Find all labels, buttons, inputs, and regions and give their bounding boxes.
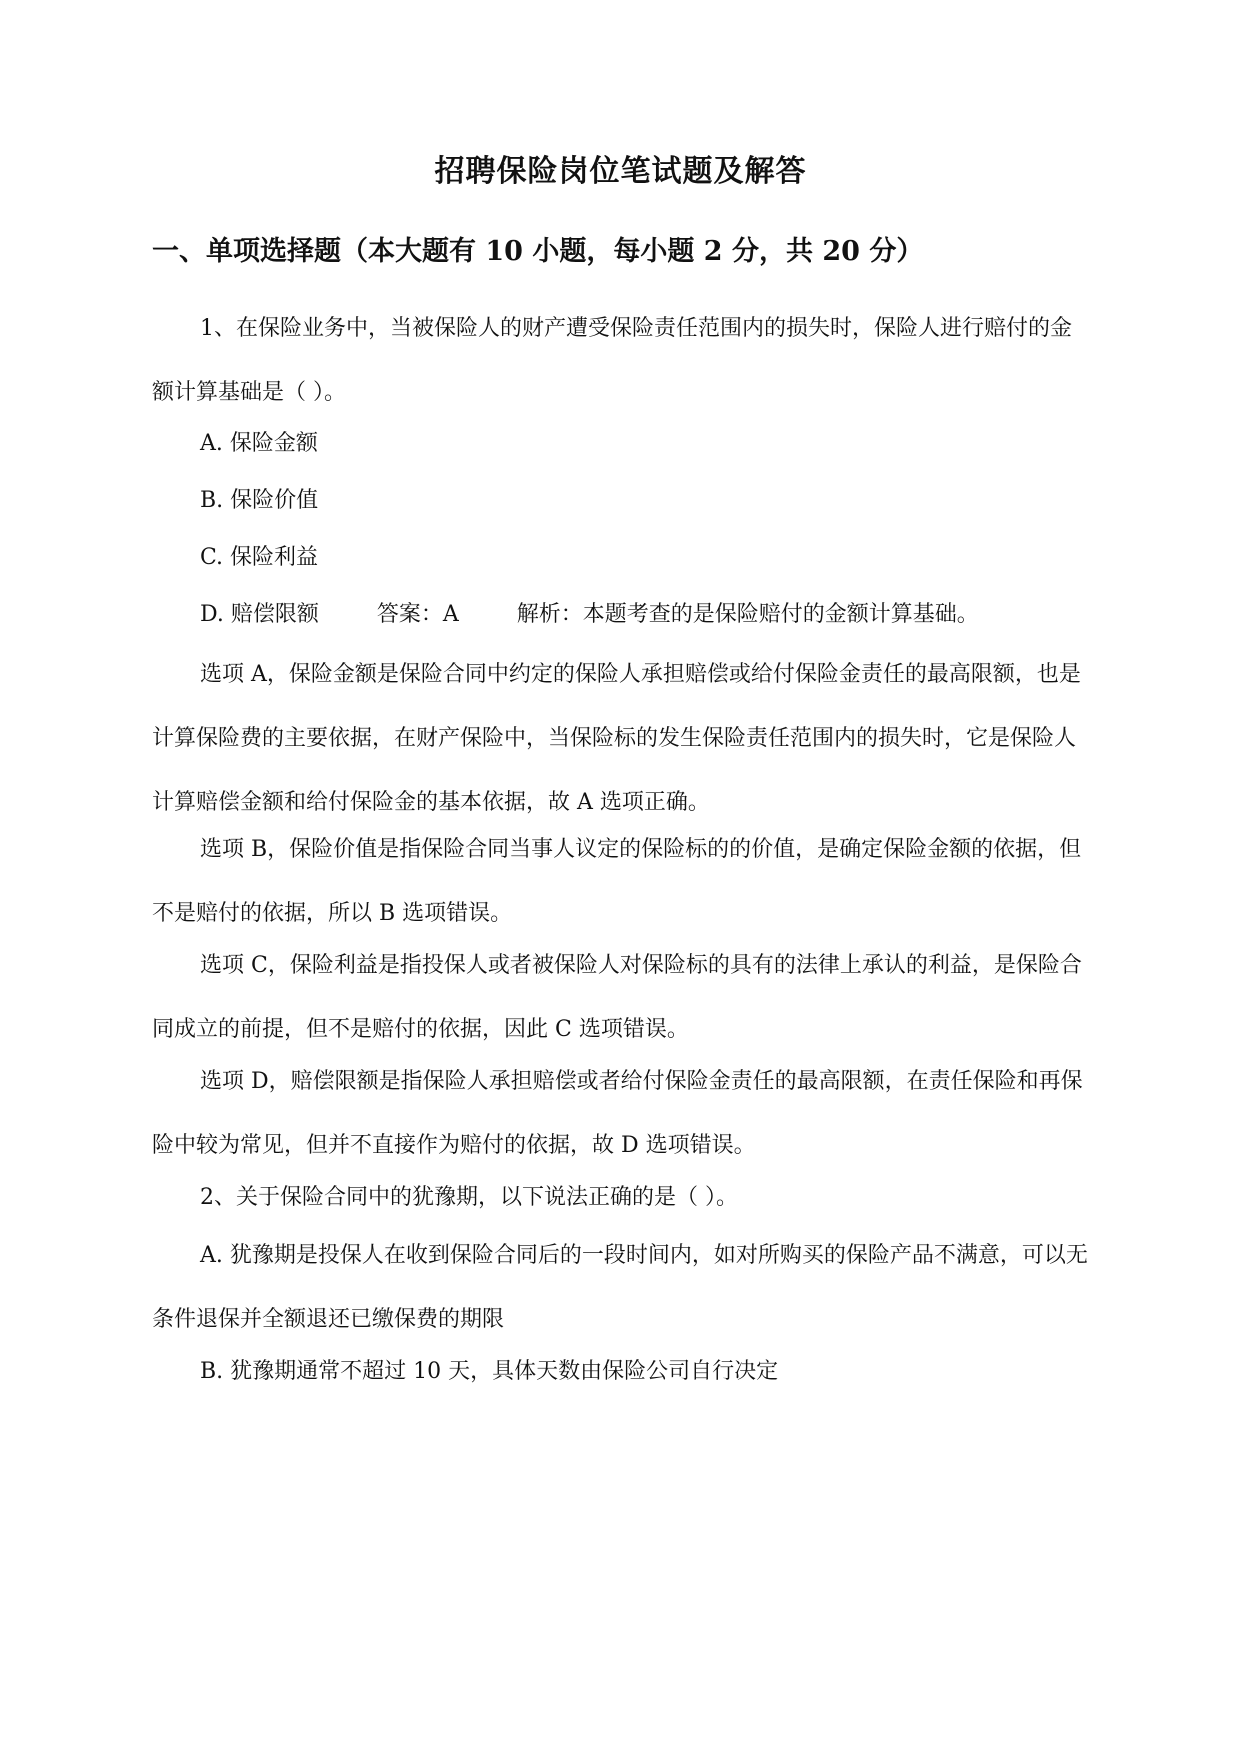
question-1-stem: 1、在保险业务中，当被保险人的财产遭受保险责任范围内的损失时，保险人进行赔付的金额计算基础是（ ）。 <box>152 316 1073 405</box>
question-1-explanation-b: 选项 B，保险价值是指保险合同当事人议定的保险标的的价值，是确定保险金额的依据，但不是赔付的依据，所以 B 选项错误。 <box>152 837 1082 926</box>
question-1-explanation-c: 选项 C，保险利益是指投保人或者被保险人对保险标的具有的法律上承认的利益，是保险合同成立的前提，但不是赔付的依据，因此 C 选项错误。 <box>152 953 1082 1042</box>
question-1-option-a: A. 保险金额 <box>200 431 318 456</box>
question-1-explanation-d: 选项 D，赔偿限额是指保险人承担赔偿或者给付保险金责任的最高限额，在责任保险和再保险中较为常见，但并不直接作为赔付的依据，故 D 选项错误。 <box>152 1069 1083 1158</box>
question-1-answer-line <box>200 599 979 631</box>
question-2-option-a: A. 犹豫期是投保人在收到保险合同后的一段时间内，如对所购买的保险产品不满意，可以无条件退保并全额退还已缴保费的期限 <box>152 1243 1088 1332</box>
question-1-answer: 答案：A <box>376 602 459 627</box>
section-heading: 一、单项选择题（本大题有 10 小题，每小题 2 分，共 20 分） <box>152 236 924 267</box>
question-2-option-b: B. 犹豫期通常不超过 10 天，具体天数由保险公司自行决定 <box>200 1359 779 1384</box>
question-1-option-d: D. 赔偿限额 <box>200 602 319 627</box>
question-1-option-c: C. 保险利益 <box>200 545 319 570</box>
question-1-option-b: B. 保险价值 <box>200 488 319 513</box>
document-title: 招聘保险岗位笔试题及解答 <box>434 154 807 189</box>
question-1-analysis: 解析：本题考查的是保险赔付的金额计算基础。 <box>516 602 979 627</box>
question-1-explanation-a: 选项 A，保险金额是保险合同中约定的保险人承担赔偿或给付保险金责任的最高限额，也是计算保险费的主要依据，在财产保险中，当保险标的发生保险责任范围内的损失时，它是保险人计算赔偿金额和给付保险金的基本依据，故 A 选项正确。 <box>152 662 1081 815</box>
question-2-stem: 2、关于保险合同中的犹豫期，以下说法正确的是（ ）。 <box>200 1185 738 1210</box>
